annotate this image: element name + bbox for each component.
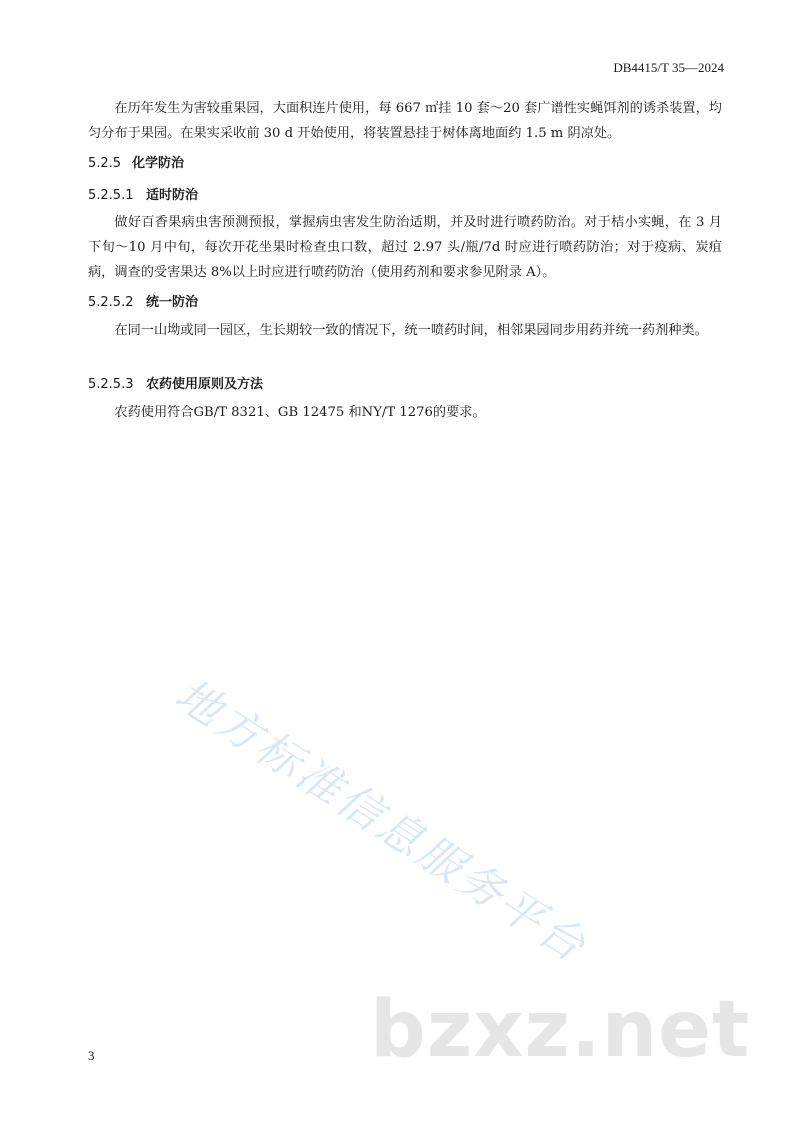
heading-number: 5.2.5 [88,156,122,171]
heading-number: 5.2.5.1 [88,188,134,203]
heading-5-2-5-2 [88,291,198,310]
paragraph-intro: 在历年发生为害较重果园，大面积连片使用，每 667 ㎡挂 10 套～20 套广谱性实蝇饵剂的诱杀装置，均匀分布于果园。在果实采收前 30 d 开始使用，将装置悬挂于树体离地面约 1.5 m 阴凉处。 [88,101,722,141]
paragraph-5-2-5-1: 做好百香果病虫害预测预报，掌握病虫害发生防治适期，并及时进行喷药防治。对于桔小实蝇，在 3 月下旬～10 月中旬，每次开花坐果时检查虫口数，超过 2.97 头/瓶/7d 时应进行喷药防治；对于疫病、炭疽病，调查的受害果达 8%以上时应进行喷药防治（使用药剂和要求参见附录 A）。 [88,215,722,280]
heading-5-2-5-1 [88,184,198,203]
heading-title: 农药使用原则及方法 [146,377,264,392]
heading-number: 5.2.5.2 [88,295,134,310]
heading-title: 化学防治 [132,156,185,171]
heading-5-2-5 [88,152,184,171]
paragraph-5-2-5-3: 农药使用符合GB/T 8321、GB 12475 和NY/T 1276的要求。 [114,405,486,420]
paragraph-5-2-5-2: 在同一山坳或同一园区，生长期较一致的情况下，统一喷药时间，相邻果园同步用药并统一药剂种类。 [114,323,708,338]
document-code: DB4415/T 35—2024 [613,60,724,75]
watermark-platform-name: 地方标准信息服务平台 [166,669,597,974]
page-number: 3 [88,1048,95,1063]
watermark-site: bzxz.net [370,985,751,1075]
heading-5-2-5-3 [88,373,263,392]
heading-title: 适时防治 [146,188,199,203]
heading-number: 5.2.5.3 [88,377,134,392]
heading-title: 统一防治 [146,295,199,310]
